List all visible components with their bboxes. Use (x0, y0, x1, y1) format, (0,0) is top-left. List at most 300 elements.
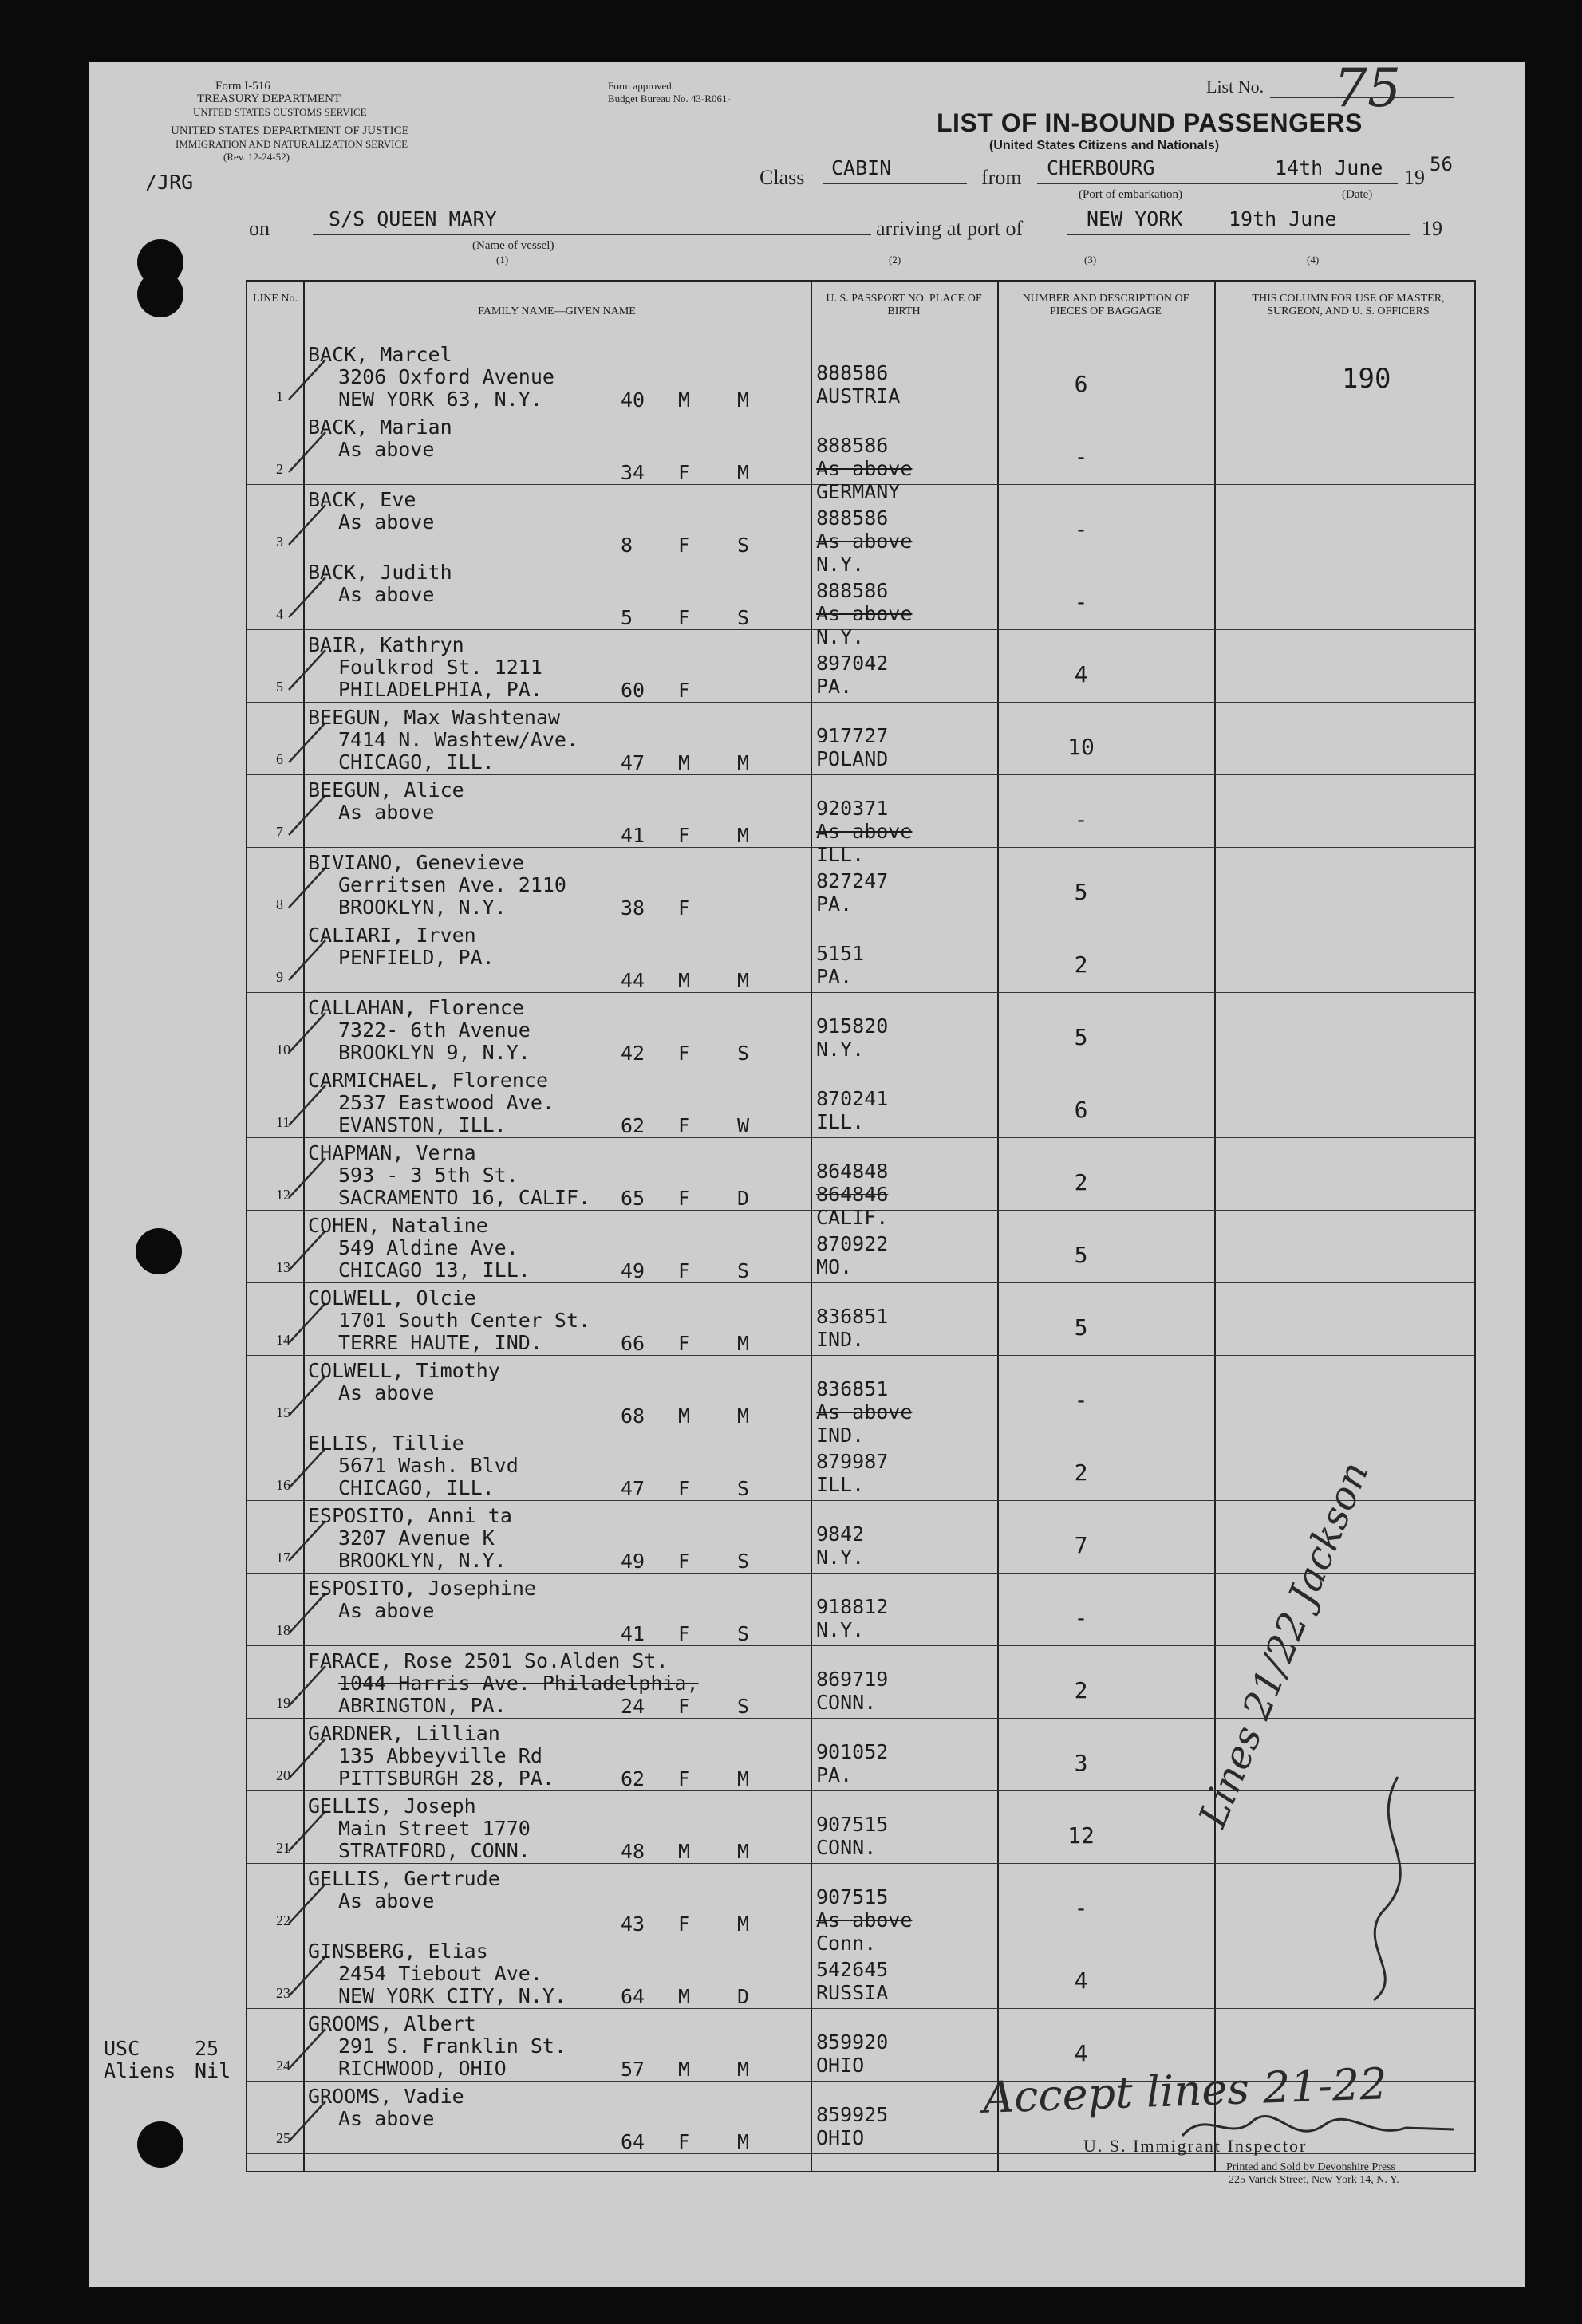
age: 42 (621, 1042, 645, 1065)
sex: F (678, 1332, 691, 1355)
passport-number: 888586 (816, 506, 889, 530)
marital-status: M (737, 1404, 750, 1428)
marital-status: S (737, 1550, 750, 1573)
passenger-name: COHEN, Nataline (308, 1214, 488, 1237)
place-of-birth: PA. (816, 1763, 853, 1786)
marital-status: M (737, 388, 750, 412)
passenger-name: BIVIANO, Genevieve (308, 851, 524, 874)
address-line-1: As above (338, 801, 435, 824)
year-prefix: 19 (1404, 166, 1425, 189)
budget-bureau: Budget Bureau No. 43-R061- (608, 93, 731, 104)
col-header-name: FAMILY NAME—GIVEN NAME (478, 305, 636, 317)
sex: F (678, 1622, 691, 1645)
age: 64 (621, 1985, 645, 2008)
address-line-2: NEW YORK 63, N.Y. (338, 388, 542, 411)
baggage-count: - (1074, 516, 1088, 542)
aliens-count: Nil (195, 2059, 231, 2082)
address-line-1: As above (338, 1889, 435, 1912)
passport-birthplace (816, 2103, 888, 2149)
address-line-1: PENFIELD, PA. (338, 946, 495, 969)
age: 8 (621, 534, 633, 557)
passenger-name: COLWELL, Timothy (308, 1359, 500, 1382)
baggage-count: 2 (1074, 951, 1088, 978)
place-of-birth: PA. (816, 675, 853, 698)
embarkation-port: CHERBOURG (1047, 156, 1155, 179)
marital-status: S (737, 1695, 750, 1718)
age: 49 (621, 1259, 645, 1282)
place-of-birth-2: IND. (816, 1424, 865, 1447)
baggage-count: 5 (1074, 1314, 1088, 1341)
address-line-1: 593 - 3 5th St. (338, 1164, 519, 1187)
passport-birthplace (816, 1595, 888, 1641)
line-number: 9 (276, 969, 283, 985)
address-line-2: NEW YORK CITY, N.Y. (338, 1984, 566, 2007)
baggage-count: 4 (1074, 2040, 1088, 2066)
passenger-name-address (308, 416, 452, 461)
baggage-count: - (1074, 1387, 1088, 1413)
place-of-birth: N.Y. (816, 1038, 865, 1061)
sex: M (678, 2058, 691, 2081)
age: 47 (621, 751, 645, 774)
place-of-birth-2: N.Y. (816, 625, 865, 648)
marital-status: D (737, 1985, 750, 2008)
passport-birthplace (816, 1014, 888, 1061)
address-line-2: STRATFORD, CONN. (338, 1839, 531, 1862)
passport-number: 888586 (816, 579, 889, 602)
sex: F (678, 2130, 691, 2153)
baggage-count: 5 (1074, 879, 1088, 905)
line-number: 1 (276, 388, 283, 404)
col-header-passport: U. S. PASSPORT NO. PLACE OF BIRTH (826, 293, 982, 317)
line-number: 22 (276, 1912, 290, 1928)
passenger-name-address (308, 1505, 512, 1572)
sex: M (678, 1404, 691, 1428)
age: 57 (621, 2058, 645, 2081)
passenger-name: CALLAHAN, Florence (308, 996, 524, 1019)
passport-number: 920371 (816, 797, 889, 820)
address-line-2: BROOKLYN, N.Y. (338, 1549, 507, 1572)
baggage-count: 12 (1067, 1822, 1095, 1849)
sex: M (678, 1840, 691, 1863)
printer-line2: 225 Varick Street, New York 14, N. Y. (1229, 2174, 1399, 2186)
baggage-count: 2 (1074, 1677, 1088, 1704)
place-of-birth: N.Y. (816, 1618, 865, 1641)
address-line-1: 291 S. Franklin St. (338, 2034, 566, 2058)
place-of-birth: ILL. (816, 1473, 865, 1496)
passenger-table (246, 280, 1476, 2172)
passenger-name-address (308, 561, 452, 606)
passenger-name: BACK, Judith (308, 561, 452, 584)
table-row (247, 994, 1474, 1065)
punch-hole (137, 271, 183, 317)
manifest-sheet (89, 57, 1525, 2287)
passenger-name: GELLIS, Gertrude (308, 1867, 500, 1890)
address-line-1: As above (338, 510, 435, 534)
date-caption: (Date) (1342, 188, 1373, 201)
passenger-name-address (308, 1940, 566, 2007)
table-row (247, 1937, 1474, 2009)
marital-status: S (737, 1477, 750, 1500)
age: 47 (621, 1477, 645, 1500)
passport-number: 542645 (816, 1958, 889, 1981)
passenger-name: CHAPMAN, Verna (308, 1141, 476, 1164)
baggage-count: - (1074, 443, 1088, 470)
table-row (247, 921, 1474, 993)
passport-birthplace (816, 361, 900, 408)
baggage-count: 10 (1067, 734, 1095, 760)
place-of-birth: As above (816, 457, 913, 480)
address-line-2: SACRAMENTO 16, CALIF. (338, 1186, 591, 1209)
place-of-birth: PA. (816, 892, 853, 916)
passenger-name: BEEGUN, Max Washtenaw (308, 706, 561, 729)
col-header-line: LINE No. (253, 293, 298, 305)
age: 24 (621, 1695, 645, 1718)
passport-number: 836851 (816, 1305, 889, 1328)
line-number: 5 (276, 679, 283, 695)
passenger-name-address (308, 634, 542, 701)
line-number: 8 (276, 896, 283, 912)
col1-number-top: (1) (496, 254, 509, 266)
marital-status: M (737, 1912, 750, 1936)
passenger-name-address (308, 2086, 464, 2130)
passenger-name: BACK, Marcel (308, 343, 452, 366)
baggage-count: - (1074, 1605, 1088, 1631)
line-number: 12 (276, 1187, 290, 1203)
punch-hole (136, 1228, 182, 1274)
usc-label: USC (104, 2037, 140, 2060)
address-line-1: 135 Abbeyville Rd (338, 1744, 542, 1767)
address-line-1: As above (338, 1599, 435, 1622)
year-suffix: 56 (1430, 153, 1453, 175)
line-number: 6 (276, 751, 283, 767)
list-no-label: List No. (1206, 77, 1264, 97)
passenger-name-address (308, 852, 566, 919)
passport-birthplace (816, 1450, 888, 1496)
line-number: 19 (276, 1695, 290, 1711)
address-line-2: PITTSBURGH 28, PA. (338, 1767, 554, 1790)
age: 40 (621, 388, 645, 412)
place-of-birth: As above (816, 1400, 913, 1424)
sex: F (678, 824, 691, 847)
place-of-birth-2: Conn. (816, 1932, 877, 1955)
passport-number: 901052 (816, 1740, 889, 1763)
passport-number: 870922 (816, 1232, 889, 1255)
passport-number: 9842 (816, 1522, 865, 1546)
baggage-count: 2 (1074, 1169, 1088, 1195)
sex: F (678, 1114, 691, 1137)
baggage-count: - (1074, 1895, 1088, 1921)
table-row (247, 1719, 1474, 1791)
line-number: 4 (276, 606, 283, 622)
line-number: 15 (276, 1404, 290, 1420)
passport-number: 888586 (816, 361, 889, 384)
table-row (247, 1211, 1474, 1283)
address-line-2: RICHWOOD, OHIO (338, 2057, 507, 2080)
marital-status: D (737, 1187, 750, 1210)
baggage-count: 6 (1074, 1097, 1088, 1123)
passenger-name: GINSBERG, Elias (308, 1940, 488, 1963)
marital-status: M (737, 824, 750, 847)
passenger-name-address (308, 1868, 500, 1912)
table-row (247, 1429, 1474, 1501)
address-line-1: Main Street 1770 (338, 1817, 531, 1840)
age: 34 (621, 461, 645, 484)
sex: F (678, 679, 691, 702)
arrival-date: 19th June (1229, 207, 1337, 230)
address-line-1: As above (338, 438, 435, 461)
passenger-name-address (308, 1578, 536, 1622)
marital-status: W (737, 1114, 750, 1137)
accept-note: Accept lines 21-22 (982, 2058, 1388, 2123)
table-row (247, 1792, 1474, 1864)
marital-status: S (737, 1622, 750, 1645)
age: 62 (621, 1767, 645, 1790)
place-of-birth: ILL. (816, 1110, 865, 1133)
sex: F (678, 1767, 691, 1790)
passenger-name: BACK, Eve (308, 488, 416, 511)
passenger-name-address (308, 779, 464, 824)
baggage-count: 2 (1074, 1459, 1088, 1486)
baggage-count: 5 (1074, 1242, 1088, 1268)
passport-number: 859925 (816, 2103, 889, 2126)
address-line-1: As above (338, 2107, 435, 2130)
baggage-count: 7 (1074, 1532, 1088, 1558)
passport-birthplace (816, 724, 888, 770)
line-number: 2 (276, 461, 283, 477)
address-line-1: 5671 Wash. Blvd (338, 1454, 519, 1477)
arriving-label: arriving at port of (876, 217, 1024, 240)
baggage-count: 4 (1074, 1968, 1088, 1994)
sex: M (678, 1985, 691, 2008)
place-of-birth: 864846 (816, 1183, 889, 1206)
marital-status: S (737, 1259, 750, 1282)
table-row (247, 341, 1474, 412)
col-header-officers: THIS COLUMN FOR USE OF MASTER, SURGEON, AND U. S. OFFICERS (1252, 293, 1445, 317)
marital-status: M (737, 1767, 750, 1790)
baggage-count: 3 (1074, 1750, 1088, 1776)
place-of-birth: OHIO (816, 2054, 865, 2077)
address-line-1: 7414 N. Washtew/Ave. (338, 728, 579, 751)
address-line-1: 3207 Avenue K (338, 1526, 495, 1550)
passport-birthplace (816, 652, 888, 698)
place-of-birth: As above (816, 530, 913, 553)
line-number: 3 (276, 534, 283, 549)
passport-birthplace (816, 1813, 888, 1859)
passenger-name: GROOMS, Albert (308, 2012, 476, 2035)
place-of-birth: As above (816, 820, 913, 843)
class-value: CABIN (831, 156, 892, 179)
passport-birthplace (816, 1668, 888, 1714)
sex: F (678, 896, 691, 920)
place-of-birth-2: GERMANY (816, 480, 901, 503)
marital-status: M (737, 2130, 750, 2153)
sex: F (678, 1187, 691, 1210)
line-number: 21 (276, 1840, 290, 1856)
baggage-count: 5 (1074, 1024, 1088, 1050)
address-line-1: Gerritsen Ave. 2110 (338, 873, 566, 896)
address-line-2: BROOKLYN 9, N.Y. (338, 1041, 531, 1064)
marital-status: M (737, 2058, 750, 2081)
passport-birthplace (816, 1087, 888, 1133)
passport-number: 859920 (816, 2031, 889, 2054)
line-number: 11 (276, 1114, 290, 1130)
age: 44 (621, 969, 645, 992)
place-of-birth: OHIO (816, 2126, 865, 2149)
line-number: 17 (276, 1550, 290, 1566)
passenger-name-address (308, 1215, 531, 1282)
marital-status: M (737, 1840, 750, 1863)
address-line-1: 7322- 6th Avenue (338, 1018, 531, 1042)
place-of-birth: N.Y. (816, 1546, 865, 1569)
age: 48 (621, 1840, 645, 1863)
place-of-birth: CONN. (816, 1691, 877, 1714)
passenger-name-address (308, 1069, 554, 1136)
passenger-name-address (308, 489, 434, 534)
sex: F (678, 1550, 691, 1573)
place-of-birth: PA. (816, 965, 853, 988)
age: 41 (621, 1622, 645, 1645)
from-label: from (981, 166, 1022, 189)
passport-birthplace (816, 1522, 864, 1569)
table-row (247, 631, 1474, 703)
address-line-1: Foulkrod St. 1211 (338, 656, 542, 679)
passenger-name-address (308, 2013, 566, 2080)
marital-status: S (737, 1042, 750, 1065)
inspector-caption: U. S. Immigrant Inspector (1083, 2136, 1308, 2156)
line-number: 13 (276, 1259, 290, 1275)
printer-line1: Printed and Sold by Devonshire Press (1226, 2161, 1395, 2173)
address-line-2: BROOKLYN, N.Y. (338, 896, 507, 919)
officer-remark: 190 (1342, 363, 1391, 395)
passport-birthplace (816, 1958, 888, 2004)
age: 43 (621, 1912, 645, 1936)
sex: F (678, 1042, 691, 1065)
age: 5 (621, 606, 633, 629)
dept-customs: UNITED STATES CUSTOMS SERVICE (193, 106, 367, 118)
marital-status: M (737, 1332, 750, 1355)
address-line-1: 3206 Oxford Avenue (338, 365, 554, 388)
col-header-baggage: NUMBER AND DESCRIPTION OF PIECES OF BAGGAGE (1022, 293, 1189, 317)
table-row (247, 703, 1474, 775)
passport-number: 917727 (816, 724, 889, 747)
passport-number: 869719 (816, 1668, 889, 1691)
address-line-2: ABRINGTON, PA. (338, 1694, 507, 1717)
sex: F (678, 1912, 691, 1936)
passport-number: 888586 (816, 434, 889, 457)
marital-status: M (737, 751, 750, 774)
marital-status: M (737, 969, 750, 992)
baggage-count: - (1074, 806, 1088, 833)
age: 60 (621, 679, 645, 702)
passport-number: 864848 (816, 1160, 889, 1183)
passport-number: 836851 (816, 1377, 889, 1400)
col2-number-top: (2) (889, 254, 901, 266)
line-number: 10 (276, 1042, 290, 1058)
line-number: 7 (276, 824, 283, 840)
passenger-name-address (308, 997, 531, 1064)
passenger-name: BEEGUN, Alice (308, 778, 464, 802)
punch-hole (137, 2121, 183, 2168)
line-number: 16 (276, 1477, 290, 1493)
sex: F (678, 1477, 691, 1500)
passport-number: 879987 (816, 1450, 889, 1473)
place-of-birth: POLAND (816, 747, 889, 770)
year2-prefix: 19 (1422, 217, 1442, 240)
passenger-name-address (308, 1795, 531, 1862)
passport-number: 897042 (816, 652, 889, 675)
address-line-2: CHICAGO 13, ILL. (338, 1259, 531, 1282)
line-number: 24 (276, 2058, 290, 2074)
passport-number: 827247 (816, 869, 889, 892)
form-approved: Form approved. (608, 80, 675, 92)
passport-number: 5151 (816, 942, 865, 965)
aliens-label: Aliens (104, 2059, 176, 2082)
passport-birthplace (816, 942, 864, 988)
table-row (247, 849, 1474, 920)
col3-number-top: (3) (1084, 254, 1097, 266)
passenger-name-address (308, 344, 554, 411)
sex: F (678, 1695, 691, 1718)
page-subtitle: (United States Citizens and Nationals) (989, 139, 1220, 152)
passenger-name-address (308, 1723, 554, 1790)
address-line-1: As above (338, 1381, 435, 1404)
passport-birthplace (816, 1305, 888, 1351)
age: 64 (621, 2130, 645, 2153)
age: 41 (621, 824, 645, 847)
sex: F (678, 1259, 691, 1282)
passport-number: 918812 (816, 1595, 889, 1618)
passenger-name: GARDNER, Lillian (308, 1722, 500, 1745)
address-line-2: CHICAGO, ILL. (338, 750, 495, 774)
passenger-name: BAIR, Kathryn (308, 633, 464, 656)
age: 68 (621, 1404, 645, 1428)
dept-ins: IMMIGRATION AND NATURALIZATION SERVICE (176, 138, 408, 150)
place-of-birth-2: CALIF. (816, 1206, 889, 1229)
passport-number: 870241 (816, 1087, 889, 1110)
age: 49 (621, 1550, 645, 1573)
margin-annotation: Lines 21/22 Jackson (1190, 1455, 1378, 1834)
line-number: 25 (276, 2130, 290, 2146)
place-of-birth-2: AUSTRIA (816, 384, 901, 408)
passenger-name: ESPOSITO, Josephine (308, 1577, 536, 1600)
departure-date: 14th June (1275, 156, 1383, 179)
line-number: 20 (276, 1767, 290, 1783)
passport-birthplace (816, 869, 888, 916)
table-row (247, 1284, 1474, 1356)
dept-treasury: TREASURY DEPARTMENT (197, 93, 341, 105)
line-number: 14 (276, 1332, 290, 1348)
address-line-1: 549 Aldine Ave. (338, 1236, 519, 1259)
passenger-name: CALIARI, Irven (308, 924, 476, 947)
clerk-initials: /JRG (145, 171, 194, 194)
passenger-name: GROOMS, Vadie (308, 2085, 464, 2108)
age: 65 (621, 1187, 645, 1210)
sex: M (678, 388, 691, 412)
form-number: Form I-516 (215, 80, 270, 93)
passenger-name: BACK, Marian (308, 416, 452, 439)
passport-number: 915820 (816, 1014, 889, 1038)
age: 38 (621, 896, 645, 920)
form-revision: (Rev. 12-24-52) (223, 151, 290, 163)
line-number: 18 (276, 1622, 290, 1638)
passenger-name-address (308, 1142, 590, 1209)
passenger-name-address (308, 1287, 590, 1354)
table-row (247, 1066, 1474, 1138)
address-line-2: EVANSTON, ILL. (338, 1113, 507, 1136)
marital-status: S (737, 606, 750, 629)
address-line-2: TERRE HAUTE, IND. (338, 1331, 542, 1354)
age: 62 (621, 1114, 645, 1137)
